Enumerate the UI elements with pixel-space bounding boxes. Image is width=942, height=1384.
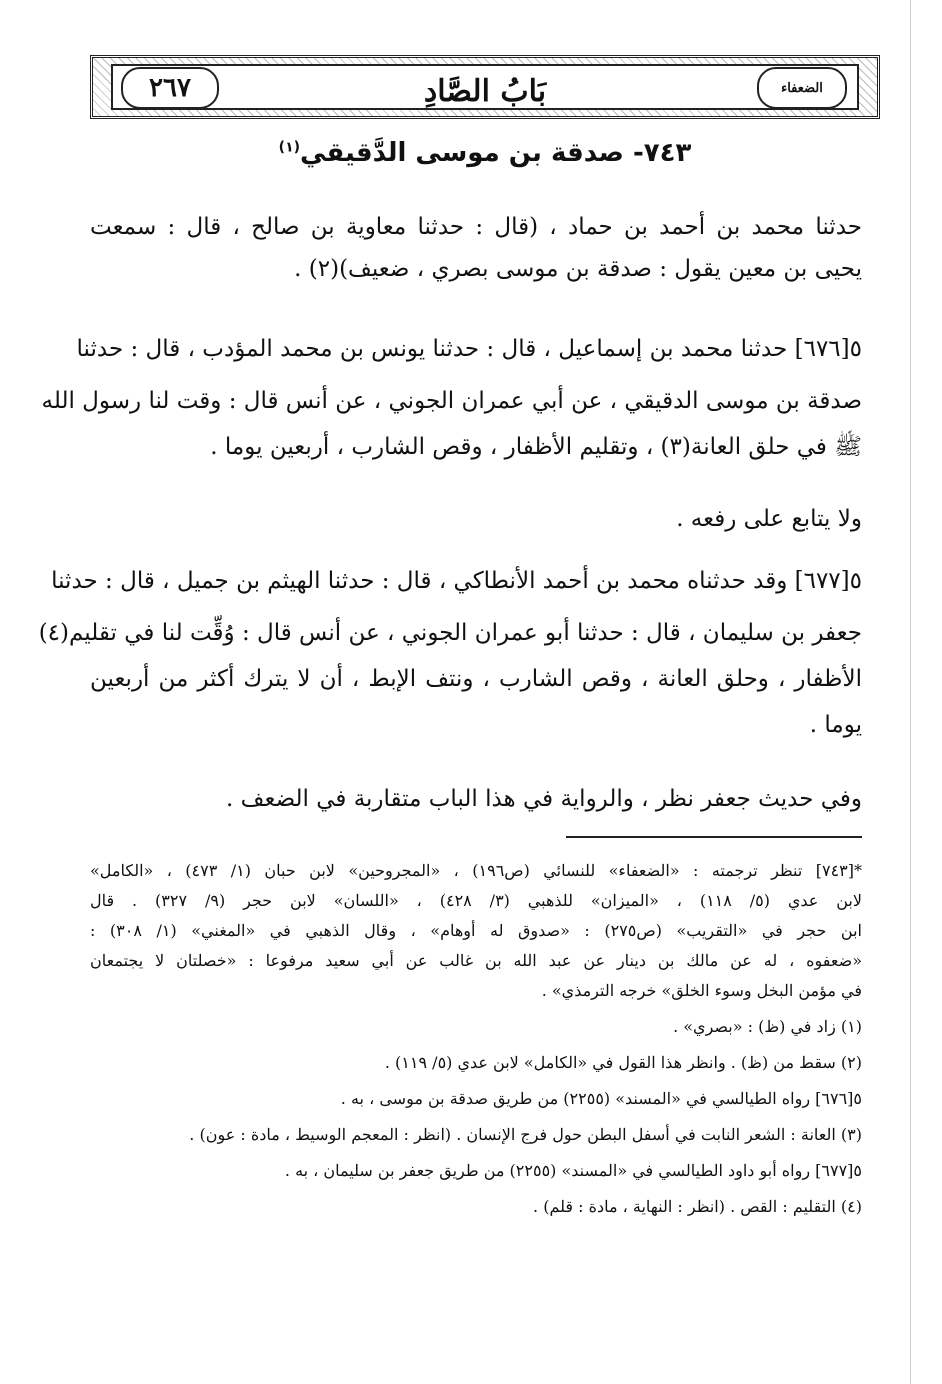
footnotes bbox=[90, 856, 862, 1222]
text-line: ٥[٦٧٧] وقد حدثناه محمد بن أحمد الأنطاكي ، قال : حدثنا الهيثم بن جميل ، قال : حدثنا bbox=[51, 568, 862, 594]
footnote-line: (٢) سقط من (ظ) . وانظر هذا القول في «الكامل» لابن عدي (٥/ ١١٩) . bbox=[384, 1053, 862, 1072]
entry-title-note: (١) bbox=[278, 139, 301, 156]
text-line: ﷺ في حلق العانة(٣) ، وتقليم الأظفار ، وقص الشارب ، أربعين يوما . bbox=[210, 434, 862, 460]
footnote-line: ابن حجر في «التقريب» (ص٢٧٥) : «صدوق له أوهام» ، وقال الذهبي في «المغني» (١/ ٣٠٨) : bbox=[90, 921, 862, 940]
text-line: يحيى بن معين يقول : صدقة بن موسى بصري ، ضعيف)(٢) . bbox=[294, 256, 862, 282]
footnote-line: (٣) العانة : الشعر النابت في أسفل البطن حول فرج الإنسان . (انظر : المعجم الوسيط ، مادة : عون) . bbox=[189, 1125, 862, 1144]
footnote-line: «ضعفوه ، له عن مالك بن دينار عن عبد الله بن غالب عن أبي سعيد مرفوعا : «خصلتان لا يجتمعان bbox=[90, 951, 862, 970]
page-header bbox=[90, 55, 880, 119]
text-line: الأظفار ، وحلق العانة ، وقص الشارب ، ونتف الإبط ، أن لا يترك أكثر من أربعين bbox=[90, 666, 862, 692]
text-line: ٥[٦٧٦] حدثنا محمد بن إسماعيل ، قال : حدثنا يونس بن محمد المؤدب ، قال : حدثنا bbox=[76, 336, 862, 362]
paragraph-3 bbox=[90, 498, 862, 540]
page-edge-line bbox=[910, 0, 911, 1384]
book-seal: الضعفاء bbox=[757, 67, 847, 109]
footnote-line: لابن عدي (٥/ ١١٨) ، «الميزان» للذهبي (٣/ ٤٢٨) ، «اللسان» لابن حجر (٩/ ٣٢٧) . قال bbox=[90, 891, 862, 910]
entry-title-text: ٧٤٣- صدقة بن موسى الدَّقيقي bbox=[300, 138, 692, 168]
paragraph-1 bbox=[90, 206, 862, 290]
text-line: صدقة بن موسى الدقيقي ، عن أبي عمران الجوني ، عن أنس قال : وقت لنا رسول الله bbox=[41, 388, 862, 414]
text-line: يوما . bbox=[809, 712, 862, 738]
footnote-line: (٤) التقليم : القص . (انظر : النهاية ، مادة : قلم) . bbox=[533, 1197, 862, 1216]
text-line: جعفر بن سليمان ، قال : حدثنا أبو عمران الجوني ، عن أنس قال : وُقِّت لنا في تقليم(٤) bbox=[38, 620, 862, 646]
footnote-line: (١) زاد في (ظ) : «بصري» . bbox=[673, 1017, 862, 1036]
text-line: حدثنا محمد بن أحمد بن حماد ، (قال : حدثنا معاوية بن صالح ، قال : سمعت bbox=[90, 214, 862, 240]
hadith-676 bbox=[41, 328, 862, 468]
footnote-line: في مؤمن البخل وسوء الخلق» خرجه الترمذي» . bbox=[541, 981, 862, 1000]
header-frame bbox=[111, 64, 859, 110]
page-number: ٢٦٧ bbox=[121, 67, 219, 109]
text-line: وفي حديث جعفر نظر ، والرواية في هذا الباب متقاربة في الضعف . bbox=[226, 786, 862, 812]
footnote-line: ٥[٦٧٧] رواه أبو داود الطيالسي في «المسند» (٢٢٥٥) من طريق جعفر بن سليمان ، به . bbox=[284, 1161, 862, 1180]
footnote-line: *[٧٤٣] تنظر ترجمته : «الضعفاء» للنسائي (ص١٩٦) ، «المجروحين» لابن حبان (١/ ٤٧٣) ، «الكامل» bbox=[90, 861, 863, 880]
footnote-line: ٥[٦٧٦] رواه الطيالسي في «المسند» (٢٢٥٥) من طريق صدقة بن موسى ، به . bbox=[340, 1089, 862, 1108]
text-line: ولا يتابع على رفعه . bbox=[676, 506, 862, 532]
paragraph-5 bbox=[90, 778, 862, 820]
footnote-separator bbox=[566, 836, 862, 838]
entry-title bbox=[100, 138, 870, 180]
hadith-677 bbox=[38, 560, 862, 746]
chapter-title: بَابُ الصَّادِ bbox=[423, 74, 547, 109]
